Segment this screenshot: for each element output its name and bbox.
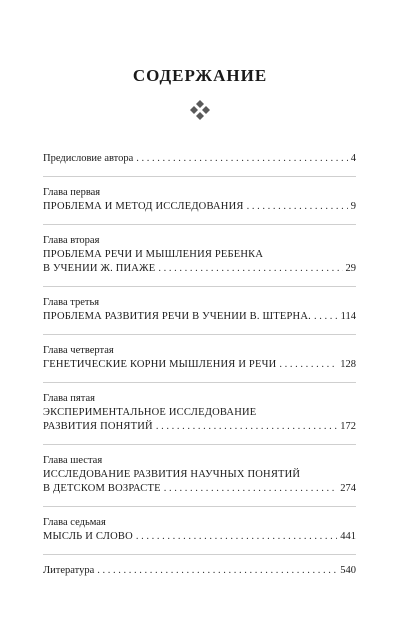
toc-page-number: 274 [340,483,356,494]
chapter-title[interactable]: ЭКСПЕРИМЕНТАЛЬНОЕ ИССЛЕДОВАНИЕ [43,407,257,418]
chapter-title: МЫСЛЬ И СЛОВО [43,531,133,542]
toc-chapter-3 [43,296,356,324]
leader-dots [314,310,338,324]
toc-chapter-4 [43,344,356,372]
toc-page-number: 441 [340,531,356,542]
leader-dots [136,530,337,544]
divider [43,176,356,177]
chapter-title[interactable]: ПРОБЛЕМА РЕЧИ И МЫШЛЕНИЯ РЕБЕНКА [43,249,264,260]
toc-page-number: 4 [350,153,356,164]
toc-entry[interactable] [43,358,356,372]
leader-dots [156,420,337,434]
chapter-label: Глава шестая [43,455,103,466]
chapter-title: ПРОБЛЕМА И МЕТОД ИССЛЕДОВАНИЯ [43,201,244,212]
leader-dots [279,358,337,372]
chapter-label: Глава пятая [43,393,95,404]
chapter-title-continued: В УЧЕНИИ Ж. ПИАЖЕ [43,263,156,274]
chapter-label: Глава четвертая [43,345,114,356]
divider [43,382,356,383]
toc-entry-text: Предисловие автора [43,153,134,164]
toc-entry-text: Литература [43,565,95,576]
toc-chapter-1 [43,186,356,214]
leader-dots [164,482,338,496]
toc-page-number: 29 [345,263,356,274]
table-of-contents [43,152,356,578]
divider [43,286,356,287]
toc-page-number: 128 [340,359,356,370]
leader-dots [136,152,347,166]
toc-page-number: 9 [350,201,356,212]
chapter-title[interactable]: ИССЛЕДОВАНИЕ РАЗВИТИЯ НАУЧНЫХ ПОНЯТИЙ [43,469,301,480]
toc-page-number: 540 [340,565,356,576]
toc-chapter-2 [43,234,356,276]
divider [43,224,356,225]
divider [43,334,356,335]
toc-entry[interactable] [43,482,356,496]
chapter-label: Глава первая [43,187,101,198]
leader-dots [97,564,337,578]
toc-chapter-7 [43,516,356,544]
toc-entry[interactable] [43,420,356,434]
chapter-title: ПРОБЛЕМА РАЗВИТИЯ РЕЧИ В УЧЕНИИ В. ШТЕРНА. [43,311,311,322]
toc-chapter-6 [43,454,356,496]
page-title: СОДЕРЖАНИЕ [132,66,268,85]
toc-chapter-5 [43,392,356,434]
toc-entry[interactable] [43,530,356,544]
divider [43,506,356,507]
divider [43,554,356,555]
toc-page-number: 114 [340,311,356,322]
chapter-title: ГЕНЕТИЧЕСКИЕ КОРНИ МЫШЛЕНИЯ И РЕЧИ [43,359,277,370]
chapter-label: Глава вторая [43,235,100,246]
leader-dots [158,262,342,276]
leader-dots [247,200,348,214]
chapter-label: Глава седьмая [43,517,106,528]
chapter-title-continued: РАЗВИТИЯ ПОНЯТИЙ [43,421,153,432]
toc-entry[interactable] [43,200,356,214]
divider [43,444,356,445]
toc-page-number: 172 [340,421,356,432]
diamond-ornament-icon [189,99,211,121]
toc-entry-preface[interactable] [43,152,356,166]
toc-entry-literature[interactable] [43,564,356,578]
toc-entry[interactable] [43,262,356,276]
chapter-label: Глава третья [43,297,100,308]
chapter-title-continued: В ДЕТСКОМ ВОЗРАСТЕ [43,483,161,494]
toc-entry[interactable] [43,310,356,324]
